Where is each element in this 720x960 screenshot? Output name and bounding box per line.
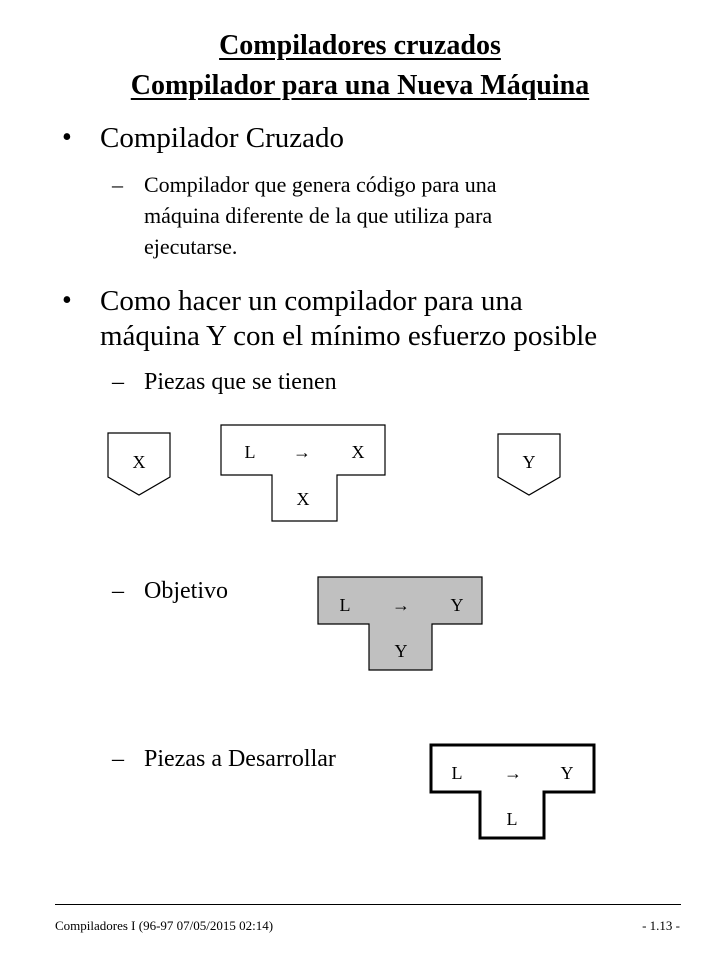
t-diagram-target-label: Y [560, 763, 574, 783]
t-diagram-target-label: X [351, 442, 365, 462]
footer-divider [55, 904, 681, 905]
t-diagram-impl-label: X [296, 489, 310, 509]
develop-compiler-l-to-y-in-l [431, 745, 594, 838]
sub-item-marker: – [112, 746, 124, 772]
compiler-l-to-x-in-x [221, 425, 385, 521]
goal-compiler-l-to-y-in-y [318, 577, 482, 670]
program-piece-y [498, 434, 560, 495]
title-line-2: Compilador para una Nueva Máquina [130, 70, 590, 101]
sub-item-marker: – [112, 578, 124, 604]
t-diagram-arrow-icon: → [293, 442, 311, 462]
t-diagram-impl-label: Y [394, 641, 408, 661]
bullet-text-compilador-cruzado: Compilador Cruzado [100, 122, 345, 154]
t-diagram-source-label: L [451, 763, 463, 783]
t-diagram-source-label: L [339, 595, 351, 615]
program-piece-x-label: X [132, 452, 146, 472]
title-line-1: Compiladores cruzados [219, 30, 501, 61]
t-diagram-source-label: L [244, 442, 256, 462]
t-diagram-arrow-icon: → [392, 595, 410, 615]
t-diagram-target-label: Y [450, 595, 464, 615]
sub-item-marker: – [112, 369, 124, 395]
definition-line-1: Compilador que genera código para una [144, 172, 497, 197]
bullet-marker: • [62, 122, 72, 153]
program-piece-y-label: Y [522, 452, 536, 472]
question-line-2: máquina Y con el mínimo esfuerzo posible [100, 320, 598, 352]
sub-bullet-marker: – [112, 172, 123, 197]
sub-item-objetivo: Objetivo [144, 578, 228, 604]
footer-page-number: - 1.13 - [642, 918, 680, 933]
t-diagram-arrow-icon: → [504, 763, 522, 783]
sub-item-piezas-a-desarrollar: Piezas a Desarrollar [144, 746, 336, 772]
sub-item-piezas-que-se-tienen: Piezas que se tienen [144, 369, 337, 395]
definition-line-3: ejecutarse. [144, 234, 238, 259]
program-piece-x [108, 433, 170, 495]
footer-course-info: Compiladores I (96-97 07/05/2015 02:14) [55, 918, 274, 933]
bullet-marker: • [62, 285, 72, 316]
definition-line-2: máquina diferente de la que utiliza para [144, 203, 493, 228]
t-diagram-impl-label: L [506, 809, 518, 829]
question-line-1: Como hacer un compilador para una [100, 285, 523, 317]
